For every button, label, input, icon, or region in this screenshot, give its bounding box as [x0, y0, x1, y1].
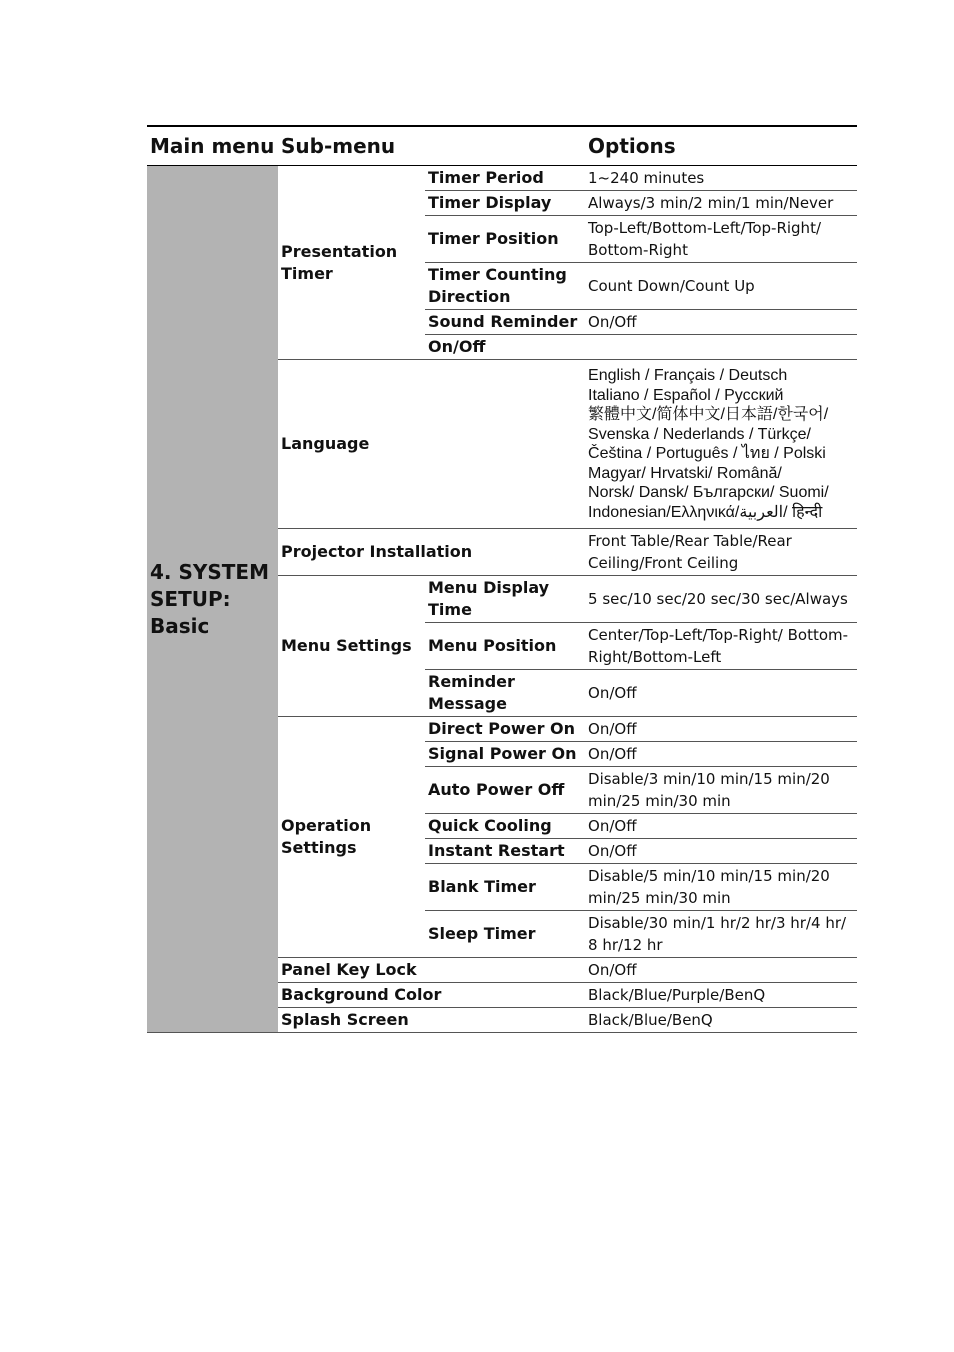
language-options: [585, 360, 857, 529]
item-timer-period: Timer Period: [425, 166, 585, 191]
item-quick-cooling: Quick Cooling: [425, 814, 585, 839]
option-reminder-message: On/Off: [585, 670, 857, 717]
header-main-menu: Main menu: [147, 126, 278, 166]
option-timer-counting-direction: Count Down/Count Up: [585, 263, 857, 310]
header-sub-menu: Sub-menu: [278, 126, 585, 166]
language-line: Čeština / Português / ไทย / Polski: [588, 445, 826, 462]
language-line: 繁體中文/简体中文/日本語/한국어/: [588, 406, 829, 423]
option-auto-power-off: Disable/3 min/10 min/15 min/20 min/25 min/30 min: [585, 767, 857, 814]
background-color-label: Background Color: [278, 983, 585, 1008]
header-options: Options: [585, 126, 857, 166]
presentation-timer-label: Presentation Timer: [278, 166, 425, 360]
option-sleep-timer: Disable/30 min/1 hr/2 hr/3 hr/4 hr/ 8 hr/12 hr: [585, 911, 857, 958]
option-quick-cooling: On/Off: [585, 814, 857, 839]
item-direct-power-on: Direct Power On: [425, 717, 585, 742]
language-line: Indonesian/Ελληνικά/العربية/ हिन्दी: [588, 503, 823, 521]
panel-key-lock-label: Panel Key Lock: [278, 958, 585, 983]
language-line: Italiano / Español / Русский: [588, 386, 784, 404]
item-timer-counting-direction: Timer Counting Direction: [425, 263, 585, 310]
header-row: [147, 126, 857, 166]
option-direct-power-on: On/Off: [585, 717, 857, 742]
splash-screen-label: Splash Screen: [278, 1008, 585, 1033]
operation-settings-label: Operation Settings: [278, 717, 425, 958]
option-timer-period: 1~240 minutes: [585, 166, 857, 191]
item-menu-display-time: Menu Display Time: [425, 576, 585, 623]
item-blank-timer: Blank Timer: [425, 864, 585, 911]
item-signal-power-on: Signal Power On: [425, 742, 585, 767]
option-sound-reminder: On/Off: [585, 310, 857, 335]
option-background-color: Black/Blue/Purple/BenQ: [585, 983, 857, 1008]
item-timer-display: Timer Display: [425, 191, 585, 216]
option-projector-installation: Front Table/Rear Table/Rear Ceiling/Front Ceiling: [585, 529, 857, 576]
language-line: Magyar/ Hrvatski/ Română/: [588, 464, 782, 482]
option-splash-screen: Black/Blue/BenQ: [585, 1008, 857, 1033]
item-reminder-message: Reminder Message: [425, 670, 585, 717]
item-on-off: On/Off: [425, 335, 585, 360]
item-menu-position: Menu Position: [425, 623, 585, 670]
option-panel-key-lock: On/Off: [585, 958, 857, 983]
item-sound-reminder: Sound Reminder: [425, 310, 585, 335]
option-menu-display-time: 5 sec/10 sec/20 sec/30 sec/Always: [585, 576, 857, 623]
menu-settings-label: Menu Settings: [278, 576, 425, 717]
table-row: [147, 166, 857, 191]
system-setup-menu-table: [147, 125, 857, 1033]
option-on-off: [585, 335, 857, 360]
language-label: Language: [278, 360, 585, 529]
language-line: Norsk/ Dansk/ Български/ Suomi/: [588, 484, 829, 501]
option-signal-power-on: On/Off: [585, 742, 857, 767]
projector-installation-label: Projector Installation: [278, 529, 585, 576]
item-instant-restart: Instant Restart: [425, 839, 585, 864]
option-instant-restart: On/Off: [585, 839, 857, 864]
item-sleep-timer: Sleep Timer: [425, 911, 585, 958]
main-menu-cell: 4. SYSTEM SETUP: Basic: [147, 166, 278, 1033]
language-line: Svenska / Nederlands / Türkçe/: [588, 425, 811, 443]
option-menu-position: Center/Top-Left/Top-Right/ Bottom-Right/Bottom-Left: [585, 623, 857, 670]
option-timer-position: Top-Left/Bottom-Left/Top-Right/ Bottom-Right: [585, 216, 857, 263]
item-timer-position: Timer Position: [425, 216, 585, 263]
option-timer-display: Always/3 min/2 min/1 min/Never: [585, 191, 857, 216]
language-line: English / Français / Deutsch: [588, 367, 788, 384]
option-blank-timer: Disable/5 min/10 min/15 min/20 min/25 min/30 min: [585, 864, 857, 911]
item-auto-power-off: Auto Power Off: [425, 767, 585, 814]
